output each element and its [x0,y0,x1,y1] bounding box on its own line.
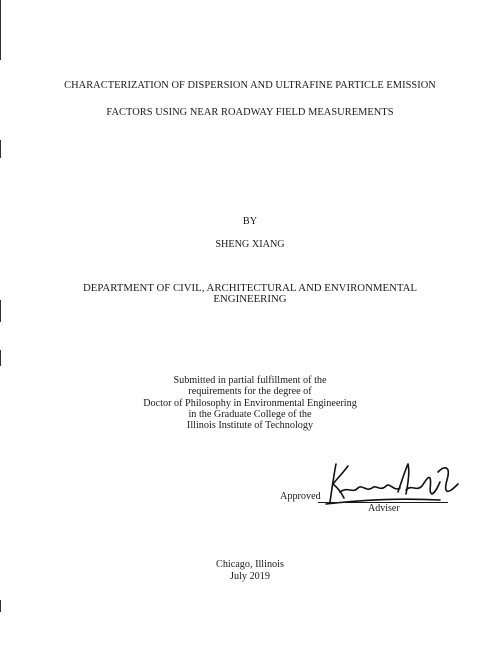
submission-line-4: in the Graduate College of the [188,408,312,420]
submission-date: July 2019 [230,571,270,582]
author-name: SHENG XIANG [215,239,285,250]
scan-edge-mark-lower [0,350,1,366]
adviser-label: Adviser [368,503,400,514]
location: Chicago, Illinois [216,559,284,570]
department-line-1: DEPARTMENT OF CIVIL, ARCHITECTURAL AND ENVIRONMENTAL [83,282,417,294]
scan-edge-mark-top [0,0,1,60]
scan-edge-mark-upper [0,140,1,158]
approved-label: Approved [280,491,321,502]
thesis-title-line-2: FACTORS USING NEAR ROADWAY FIELD MEASUREMENTS [106,107,394,118]
submission-line-2: requirements for the degree of [188,386,312,398]
department-line-2: ENGINEERING [213,293,287,305]
thesis-title-line-1: CHARACTERIZATION OF DISPERSION AND ULTRAFINE PARTICLE EMISSION [64,80,436,91]
submission-line-5: Illinois Institute of Technology [186,420,314,432]
approval-block [280,458,470,528]
by-label: BY [242,216,258,227]
handwritten-signature-icon [320,458,465,508]
submission-line-1: Submitted in partial fulfillment of the [173,375,327,386]
scan-edge-mark-bottom [0,600,1,612]
submission-statement [0,375,500,431]
submission-line-3: Doctor of Philosophy in Environmental Engineering [143,397,357,409]
